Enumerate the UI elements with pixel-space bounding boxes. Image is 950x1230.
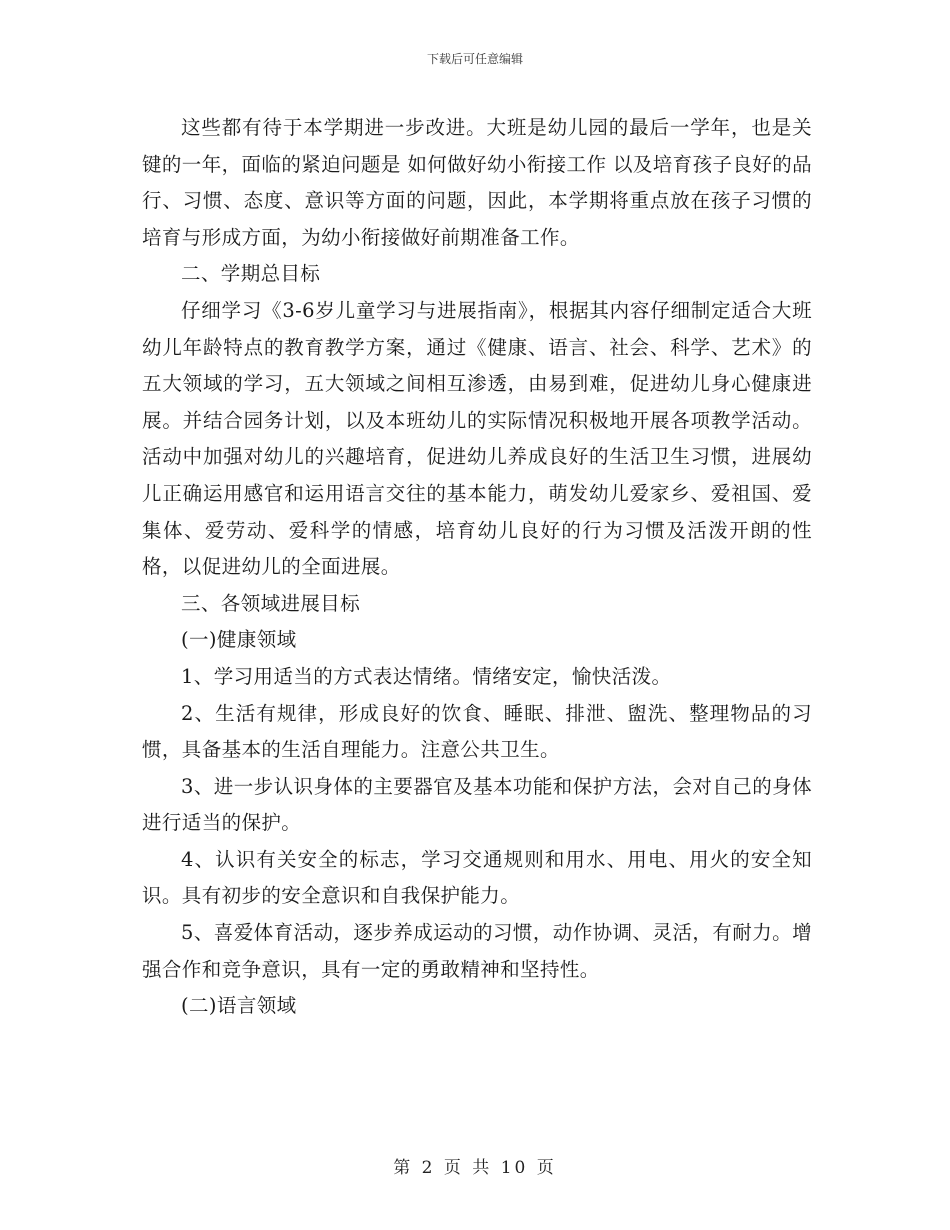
section-heading-domains: 三、各领域进展目标 — [181, 591, 361, 615]
list-item-health-1: 1、学习用适当的方式表达情绪。情绪安定，愉快活泼。 — [181, 664, 672, 688]
list-item-health-2: 2、生活有规律，形成良好的饮食、睡眠、排泄、盥洗、整理物品的习惯，具备基本的生活自理能力。注意公共卫生。 — [142, 701, 812, 762]
section-heading-goals: 二、学期总目标 — [181, 262, 321, 286]
list-item-health-4: 4、认识有关安全的标志，学习交通规则和用水、用电、用火的安全知识。具有初步的安全意识和自我保护能力。 — [142, 847, 812, 908]
subsection-heading-health: (一)健康领域 — [181, 628, 297, 652]
list-item-health-5: 5、喜爱体育活动，逐步养成运动的习惯，动作协调、灵活，有耐力。增强合作和竞争意识，具有一定的勇敢精神和坚持性。 — [142, 921, 812, 981]
page-number-footer: 第 2 页 共 10 页 — [393, 1158, 557, 1178]
subsection-heading-language: (二)语言领域 — [181, 994, 297, 1018]
list-item-health-3: 3、进一步认识身体的主要器官及基本功能和保护方法，会对自己的身体进行适当的保护。 — [142, 774, 812, 835]
document-body — [142, 110, 812, 1025]
page-header: 下载后可任意编辑 — [426, 52, 523, 66]
paragraph-goals: 仔细学习《3-6岁儿童学习与进展指南》，根据其内容仔细制定适合大班幼儿年龄特点的教育教学方案，通过《健康、语言、社会、科学、艺术》的五大领域的学习，五大领域之间相互渗透，由易到难，促进幼儿身心健康进展。并结合园务计划，以及本班幼儿的实际情况积极地开展各项教学活动。活动中加强对幼儿的兴趣培育，促进幼儿养成良好的生活卫生习惯，进展幼儿正确运用感官和运用语言交往的基本能力，萌发幼儿爱家乡、爱祖国、爱集体、爱劳动、爱科学的情感，培育幼儿良好的行为习惯及活泼开朗的性格，以促进幼儿的全面进展。 — [142, 298, 812, 579]
paragraph-intro: 这些都有待于本学期进一步改进。大班是幼儿园的最后一学年，也是关键的一年，面临的紧迫问题是 如何做好幼小衔接工作 以及培育孩子良好的品行、习惯、态度、意识等方面的问题，因此，本学期将重点放在孩子习惯的培育与形成方面，为幼小衔接做好前期准备工作。 — [142, 116, 812, 249]
